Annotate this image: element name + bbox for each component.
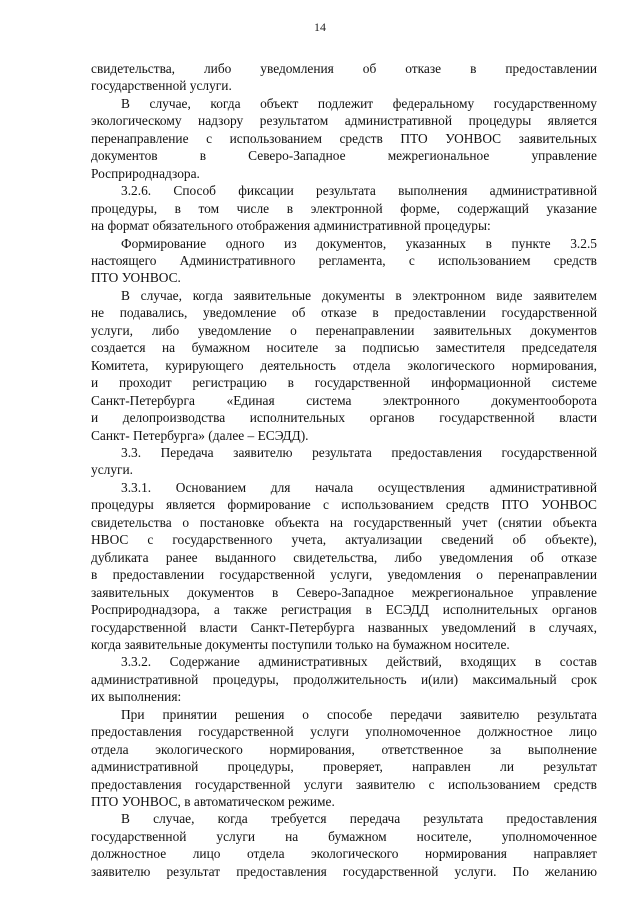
paragraph [91, 60, 597, 95]
text-line: услуги. [91, 462, 134, 478]
text-line: государственной услуги на бумажном носителе, уполномоченное [91, 828, 597, 844]
text-line: государственной власти Санкт-Петербурга названных уведомлений в случаях, [91, 619, 597, 635]
text-line: свидетельства о постановке объекта на государственный учет (снятии объекта [91, 514, 597, 530]
paragraph [91, 95, 597, 182]
text-line: документов в Северо-Западное межрегиональное управление [91, 148, 597, 164]
text-line: их выполнения: [91, 689, 182, 705]
text-line: и проходит регистрацию в государственной информационной системе [91, 375, 597, 391]
text-line: Санкт- Петербурга» (далее – ЕСЭДД). [91, 427, 309, 443]
paragraph [91, 235, 597, 287]
text-line: процедуры является формирование с использованием средств ПТО УОНВОС [91, 497, 597, 513]
text-line: не подавались, уведомление об отказе в предоставлении государственной [91, 305, 597, 321]
text-line: и делопроизводства исполнительных органов государственной власти [91, 410, 597, 426]
text-line: Санкт-Петербурга «Единая система электронного документооборота [91, 392, 597, 408]
paragraph [91, 444, 597, 479]
text-line: заявителю результат предоставления государственной услуги. По желанию [91, 863, 597, 879]
text-line: на формат обязательного отображения административной процедуры: [91, 218, 491, 234]
text-line: ПТО УОНВОС, в автоматическом режиме. [91, 794, 335, 810]
text-line: услуги, либо уведомление о перенаправлении заявительных документов [91, 322, 597, 338]
text-line: административной процедуры, продолжительность и(или) максимальный срок [91, 671, 597, 687]
paragraph [91, 182, 597, 234]
page-number: 14 [314, 20, 326, 34]
paragraph [91, 706, 597, 811]
text-line: настоящего Административного регламента, с использованием средств [91, 252, 597, 268]
text-line: отдела экологического нормирования, ответственное за выполнение [91, 741, 597, 757]
text-line: в предоставлении государственной услуги, уведомления о перенаправлении [91, 567, 597, 583]
text-line: 3.2.6. Способ фиксации результата выполнения административной [121, 183, 597, 199]
text-line: В случае, когда объект подлежит федеральному государственному [121, 95, 597, 111]
paragraph [91, 653, 597, 705]
text-line: заявительных документов в Северо-Западное межрегиональное управление [91, 584, 597, 600]
paragraph [91, 479, 597, 654]
text-line: когда заявительные документы поступили только на бумажном носителе. [91, 636, 510, 652]
text-line: НВОС с государственного учета, актуализации сведений об объекте), [91, 532, 597, 548]
text-line: создается на бумажном носителе за подписью заместителя председателя [91, 340, 597, 356]
document-body [91, 60, 597, 880]
text-line: 3.3.1. Основанием для начала осуществления административной [121, 479, 597, 495]
text-line: ПТО УОНВОС. [91, 270, 181, 286]
text-line: В случае, когда заявительные документы в электронном виде заявителем [121, 287, 597, 303]
paragraph [91, 287, 597, 444]
text-line: экологическому надзору результатом административной процедуры является [91, 113, 597, 129]
text-line: перенаправление с использованием средств ПТО УОНВОС заявительных [91, 130, 597, 146]
text-line: Комитета, курирующего деятельность отдела экологического нормирования, [91, 357, 597, 373]
text-line: При принятии решения о способе передачи заявителю результата [121, 706, 597, 722]
text-line: Росприроднадзора, а также регистрация в ЕСЭДД исполнительных органов [91, 602, 597, 618]
text-line: свидетельства, либо уведомления об отказе в предоставлении [91, 61, 597, 76]
paragraph [91, 810, 597, 880]
text-line: Формирование одного из документов, указанных в пункте 3.2.5 [121, 235, 597, 251]
text-line: должностное лицо отдела экологического нормирования направляет [91, 846, 597, 862]
text-line: Росприроднадзора. [91, 165, 200, 181]
text-line: дубликата ранее выданного свидетельства, либо уведомления об отказе [91, 549, 597, 565]
text-line: 3.3.2. Содержание административных действий, входящих в состав [121, 654, 597, 670]
text-line: административной процедуры, проверяет, направлен ли результат [91, 759, 597, 775]
text-line: процедуры, в том числе в электронной форме, содержащий указание [91, 200, 597, 216]
text-line: предоставления государственной услуги заявителю с использованием средств [91, 776, 597, 792]
text-line: предоставления государственной услуги уполномоченное должностное лицо [91, 724, 597, 740]
text-line: 3.3. Передача заявителю результата предоставления государственной [121, 444, 597, 460]
text-line: государственной услуги. [91, 78, 232, 94]
text-line: В случае, когда требуется передача результата предоставления [121, 811, 597, 827]
